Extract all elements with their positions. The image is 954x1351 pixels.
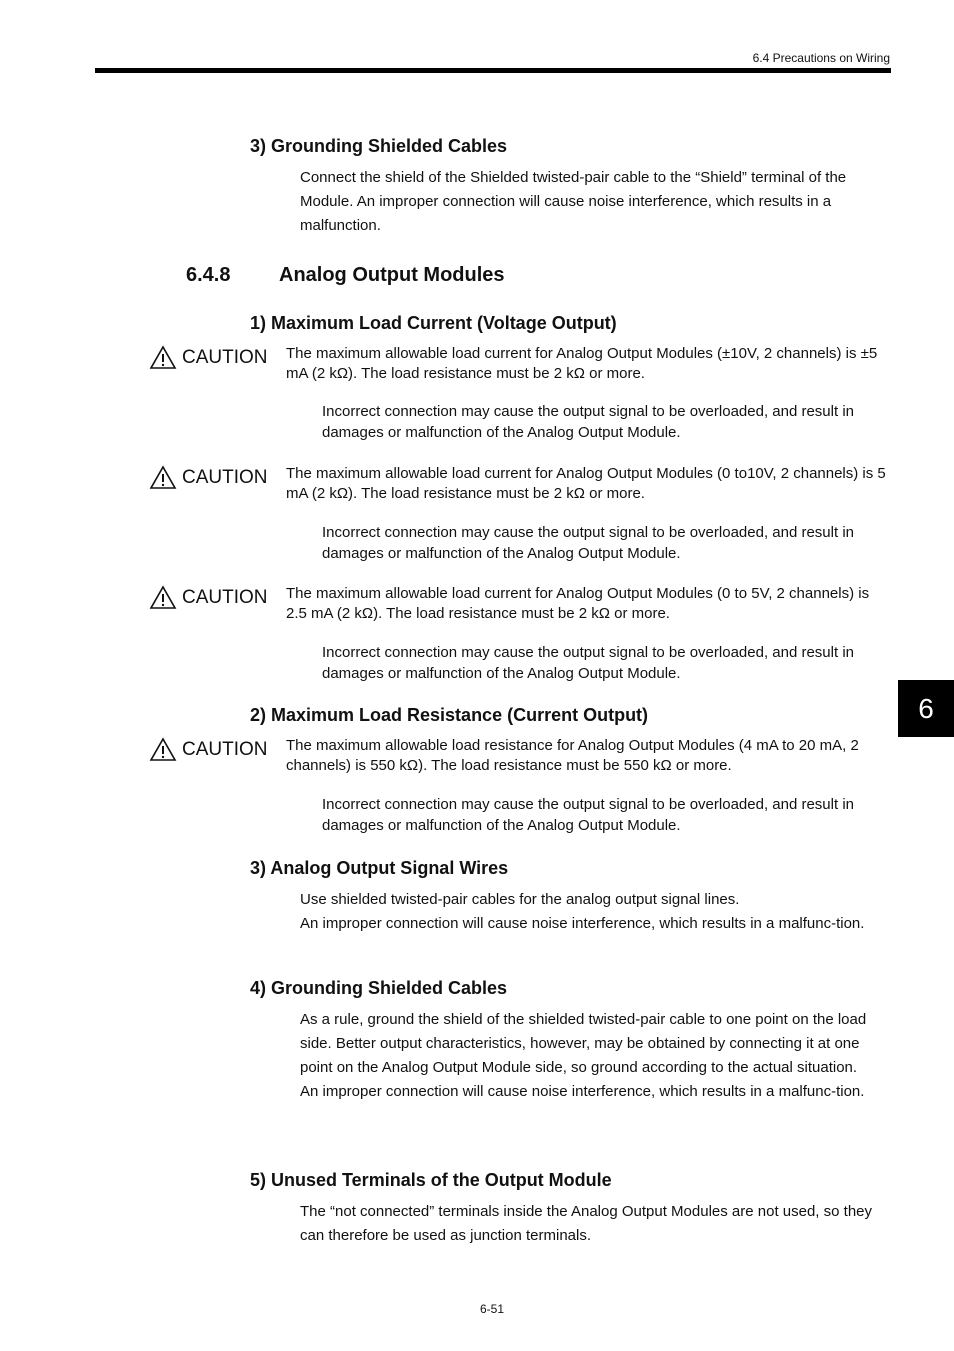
caution-word: CAUTION [182,466,268,488]
caution-result: Incorrect connection may cause the output signal to be overloaded, and result in damages or malfunction of the Analog Output Module. [322,644,854,682]
caution-word: CAUTION [182,586,268,608]
warning-triangle-icon [149,737,177,762]
caution-result: Incorrect connection may cause the output signal to be overloaded, and result in damages or malfunction of the Analog Output Module. [322,796,854,834]
heading-grounding-shielded-cables-4: 4) Grounding Shielded Cables [250,978,508,998]
warning-triangle-icon [149,345,177,370]
section-heading [186,264,505,287]
heading-analog-output-signal-wires: 3) Analog Output Signal Wires [250,858,509,878]
paragraph-text: An improper connection will cause noise interference, which results in a malfunc-tion. [300,1083,865,1100]
caution-text: The maximum allowable load current for Analog Output Modules (0 to 5V, 2 channels) is 2.5 mA (2 kΩ). The load resistance must be 2 kΩ or more. [286,585,870,622]
paragraph-text: Connect the shield of the Shielded twisted-pair cable to the “Shield” terminal of the Module. An improper connection will cause noise interference, which results in a malfunction. [300,169,847,234]
paragraph-text: As a rule, ground the shield of the shielded twisted-pair cable to one point on the load side. Better output characteristics, however, may be obtained by connecting it at one point on the Analog Output Module side, so ground according to the actual situation. [300,1011,867,1076]
heading-grounding-shielded-cables: 3) Grounding Shielded Cables [250,136,508,156]
caution-word: CAUTION [182,738,268,760]
heading-max-load-current: 1) Maximum Load Current (Voltage Output) [250,313,617,333]
section-number: 6.4.8 [186,264,231,286]
paragraph-signal-wires [300,888,890,936]
paragraph-grounding [300,166,890,238]
caution-label [149,585,268,610]
caution-text: The maximum allowable load current for Analog Output Modules (±10V, 2 channels) is ±5 mA (2 kΩ). The load resistance must be 2 kΩ or more. [286,345,878,382]
section-title: Analog Output Modules [279,264,505,286]
heading-unused-terminals: 5) Unused Terminals of the Output Module [250,1170,612,1190]
running-head: 6.4 Precautions on Wiring [752,51,890,65]
chapter-tab: 6 [898,680,954,737]
header-rule [95,68,891,73]
caution-label [149,465,268,490]
page-number: 6-51 [479,1302,505,1316]
caution-text: The maximum allowable load current for Analog Output Modules (0 to10V, 2 channels) is 5 mA (2 kΩ). The load resistance must be 2 kΩ or more. [286,465,886,502]
paragraph-text: The “not connected” terminals inside the Analog Output Modules are not used, so they can therefore be used as junction terminals. [300,1203,873,1244]
warning-triangle-icon [149,465,177,490]
caution-result: Incorrect connection may cause the output signal to be overloaded, and result in damages or malfunction of the Analog Output Module. [322,524,854,562]
paragraph-unused-terminals [300,1200,890,1248]
caution-label [149,345,268,370]
caution-text: The maximum allowable load resistance for Analog Output Modules (4 mA to 20 mA, 2 channels) is 550 kΩ). The load resistance must be 550 kΩ or more. [286,737,859,774]
caution-word: CAUTION [182,346,268,368]
paragraph-text: Use shielded twisted-pair cables for the analog output signal lines. [300,891,740,908]
heading-max-load-resistance: 2) Maximum Load Resistance (Current Output) [250,705,649,725]
warning-triangle-icon [149,585,177,610]
paragraph-grounding-4 [300,1008,890,1104]
caution-result: Incorrect connection may cause the output signal to be overloaded, and result in damages or malfunction of the Analog Output Module. [322,403,854,441]
paragraph-text: An improper connection will cause noise interference, which results in a malfunc-tion. [300,915,865,932]
caution-label [149,737,268,762]
